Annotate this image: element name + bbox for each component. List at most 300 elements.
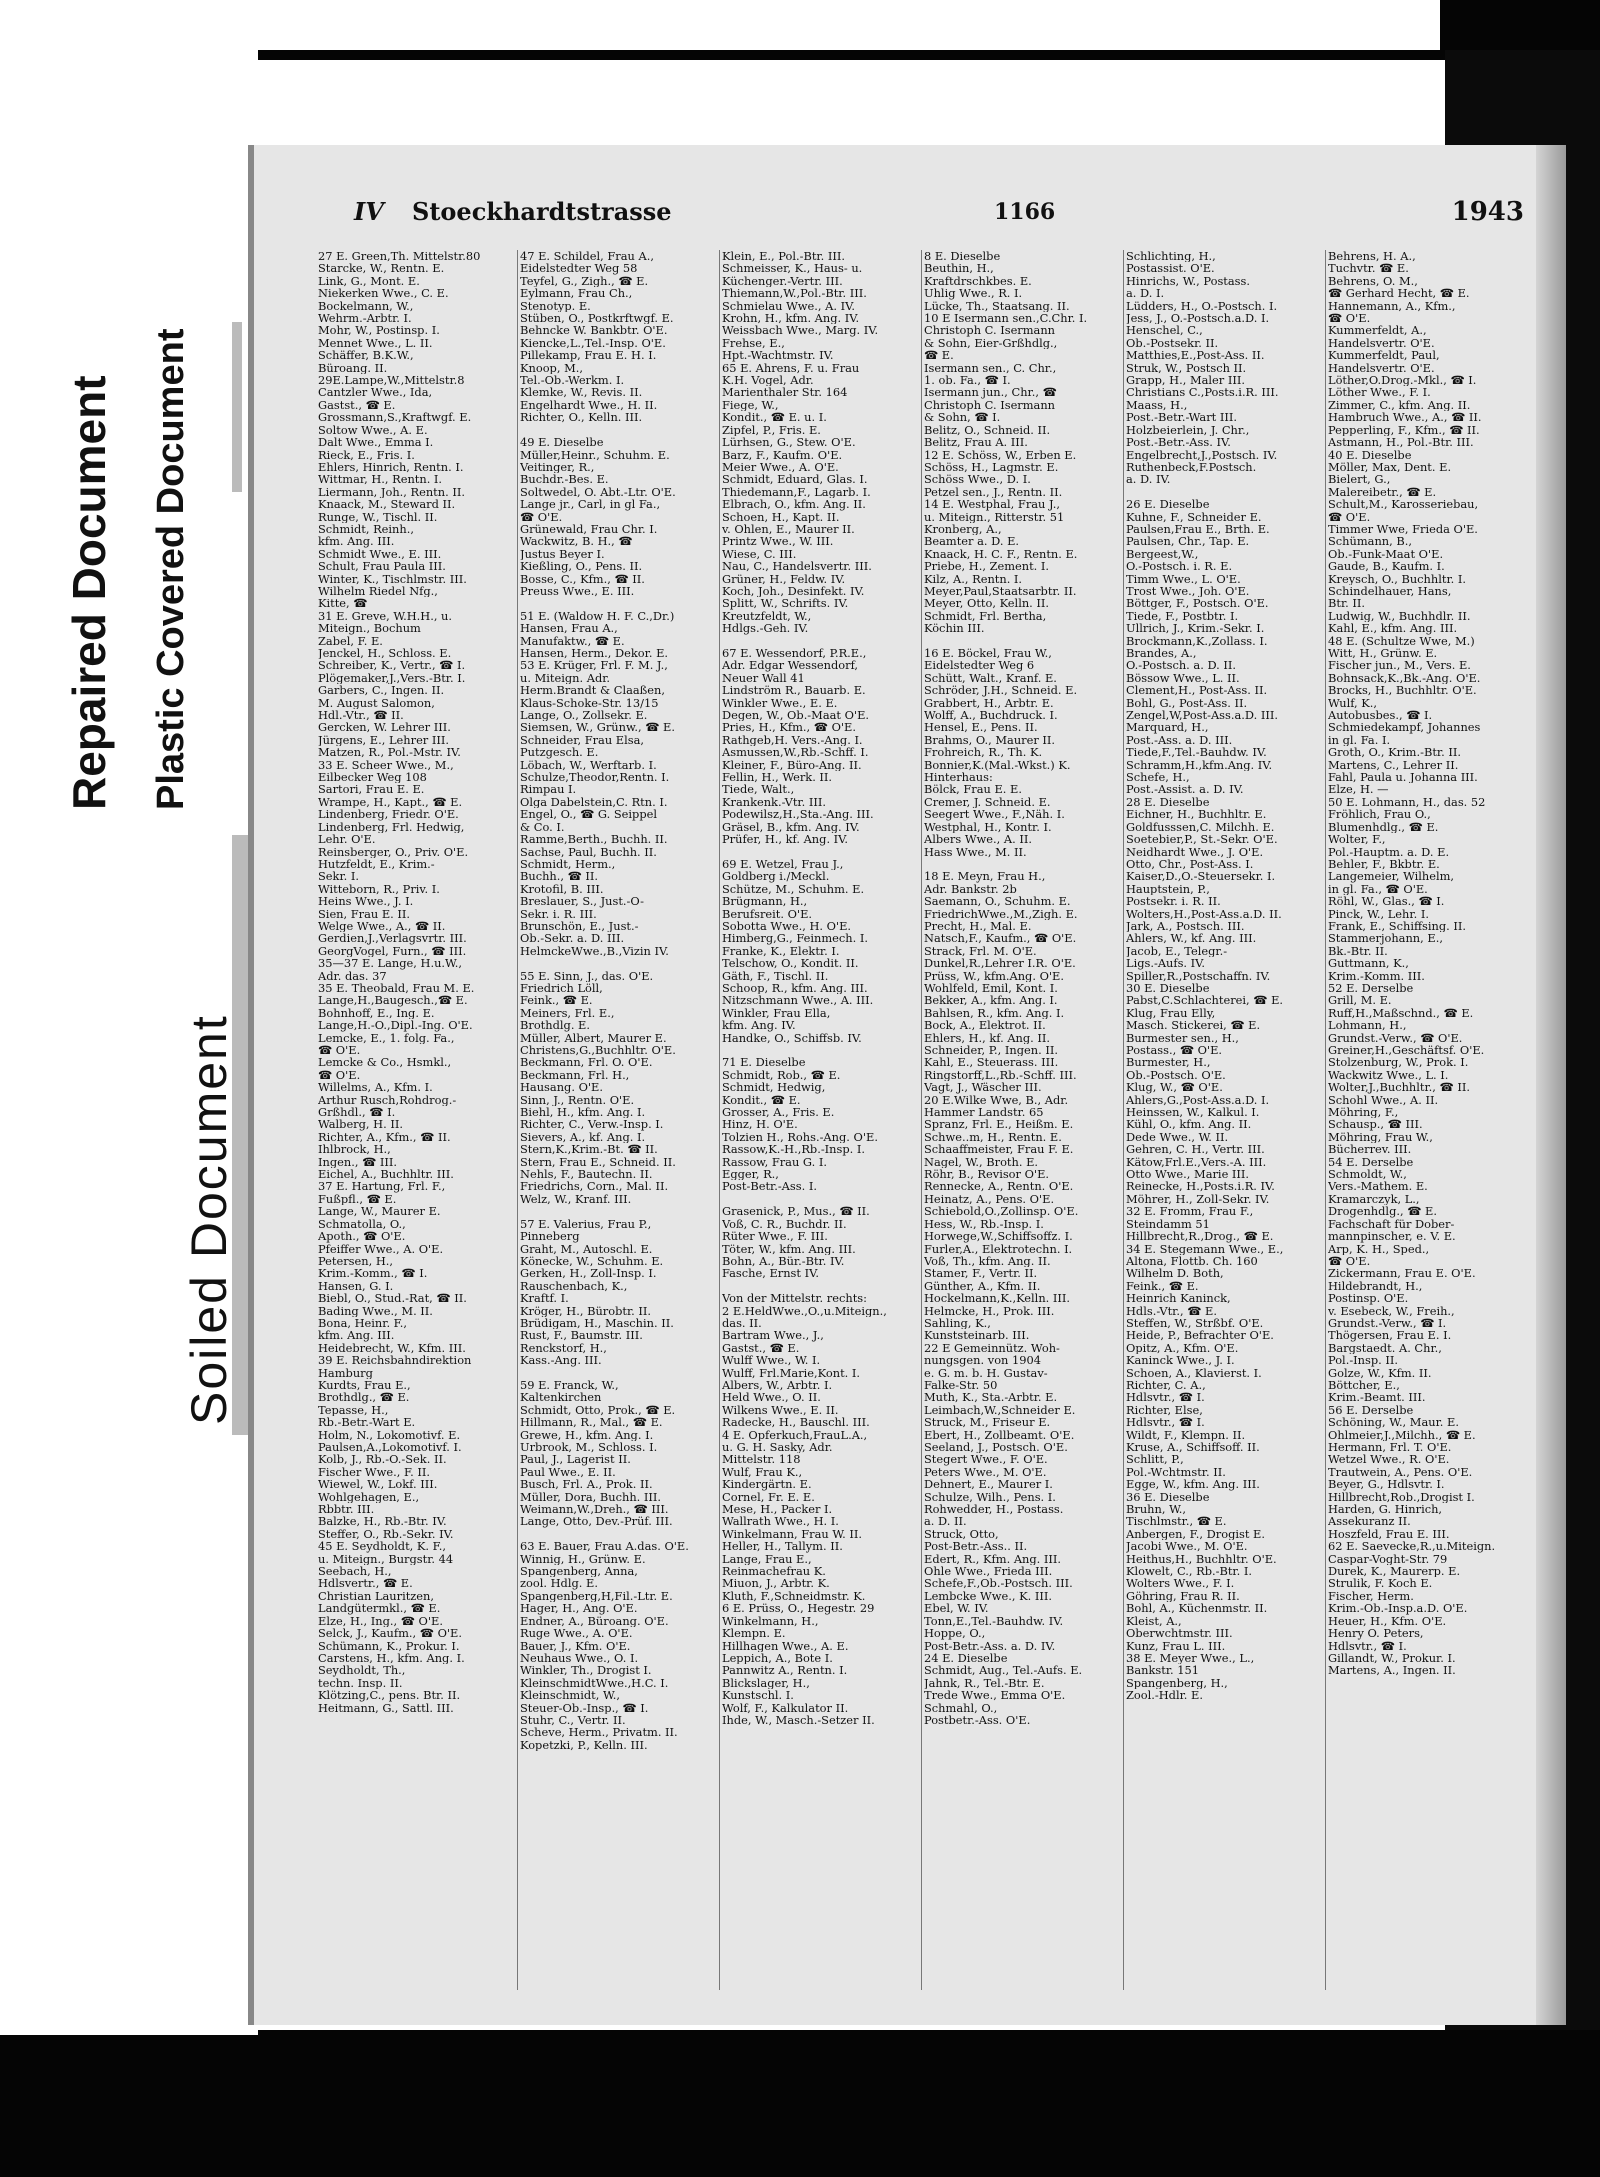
listing-line: 6 E. Prüss, O., Hegestr. 29 — [722, 1602, 875, 1615]
listing-line: Behrens, H. A., — [1328, 250, 1416, 263]
listing-line — [520, 1528, 715, 1540]
listing-line: Ahlers, W., kf. Ang. III. — [1126, 932, 1257, 945]
listing-line: Paul Wwe., E. II. — [520, 1465, 616, 1479]
listing-line: Franke, K., Elektr. I. — [722, 944, 840, 958]
listing-line: Stern,K.,Krim.-Bt. ☎ II. — [520, 1143, 658, 1156]
listing-line: Post-Betr.-Ass. I. — [722, 1180, 817, 1193]
listing-line: Niekerken Wwe., C. E. — [318, 287, 449, 300]
listing-line: Precht, H., Mal. E. — [924, 919, 1032, 933]
listing-line: 71 E. Dieselbe — [722, 1056, 806, 1069]
listing-line: Tiede,F.,Tel.-Bauhdw. IV. — [1126, 746, 1267, 759]
listing-line: Meiners, Frl. E., — [520, 1006, 615, 1020]
listing-line: Krim.-Komm., ☎ I. — [318, 1267, 428, 1280]
listing-line: Lindenberg, Frl. Hedwig, — [318, 820, 465, 834]
listing-line: Ihlbrock, H., — [318, 1143, 391, 1156]
listing-line: Eidelstedter Weg 58 — [520, 262, 638, 275]
listing-line: 16 E. Böckel, Frau W., — [924, 647, 1052, 660]
listing-line: Selck, J., Kaufm., ☎ O'E. — [318, 1627, 462, 1640]
listing-line: Ruthenbeck,F.Postsch. — [1126, 460, 1257, 474]
listing-line: Schütt, Walt., Kranf. E. — [924, 671, 1057, 685]
listing-line: 4 E. Opferkuch,FrauL.A., — [722, 1428, 868, 1441]
listing-line: Krim.-Komm. III. — [1328, 969, 1425, 982]
listing-line: Postinsp. O'E. — [1328, 1292, 1409, 1305]
listing-line: Beckmann, Frl. O. O'E. — [520, 1056, 653, 1069]
listing-line: Heinrich Kaninck, — [1126, 1292, 1231, 1305]
listing-line: Winnig, H., Grünw. E. — [520, 1552, 646, 1566]
listing-line: Ebert, H., Zollbeamt. O'E. — [924, 1428, 1075, 1441]
listing-line: Fachschaft für Dober- — [1328, 1217, 1455, 1231]
listing-line: Pepperling, F., Kfm., ☎ II. — [1328, 423, 1480, 437]
listing-line: Handelsvertr. O'E. — [1328, 361, 1435, 375]
listing-line: Heller, H., Tallym. II. — [722, 1540, 843, 1553]
listing-line: Rassow, Frau G. I. — [722, 1155, 827, 1169]
listing-line: Oberwchtmstr. III. — [1126, 1627, 1233, 1640]
listing-line: Ihde, W., Masch.-Setzer II. — [722, 1713, 875, 1727]
listing-line: Urbrook, M., Schloss. I. — [520, 1441, 658, 1454]
listing-line: Endner, A., Büroang. O'E. — [520, 1614, 669, 1628]
listing-line: Lemcke, E., 1. folg. Fa., — [318, 1031, 455, 1044]
listing-line: Kleiner, F., Büro-Ang. II. — [722, 758, 862, 772]
listing-line: Steffer, O., Rb.-Sekr. IV. — [318, 1527, 454, 1541]
listing-line: Heinatz, A., Pens. O'E. — [924, 1192, 1055, 1206]
listing-line: Hdlsvertr., ☎ E. — [318, 1577, 413, 1590]
listing-line: Paul, J., Lagerist II. — [520, 1453, 631, 1466]
listing-line: Ohlmeier,J.,Milchh., ☎ E. — [1328, 1428, 1476, 1441]
listing-line: Pannwitz A., Rentn. I. — [722, 1664, 848, 1677]
listing-column — [722, 250, 922, 1990]
listing-line: Struck, Otto, — [924, 1527, 999, 1541]
listing-line: Schmidt, Otto, Prok., ☎ E. — [520, 1403, 676, 1417]
listing-line: Möller, Max, Dent. E. — [1328, 460, 1452, 474]
listing-line: Kitte, ☎ — [318, 597, 368, 610]
listing-line: Brahms, O., Maurer II. — [924, 733, 1056, 747]
listing-line: Paulsen, Chr., Tap. E. — [1126, 535, 1250, 548]
listing-line: Röhl, W., Glas., ☎ I. — [1328, 895, 1445, 908]
listing-column — [520, 250, 720, 1990]
listing-line: Gerdien,J.,Verlagsvrtr. III. — [318, 932, 467, 945]
listing-line: Pfeiffer Wwe., A. O'E. — [318, 1242, 444, 1255]
listing-line: Klemke, W., Revis. II. — [520, 386, 643, 399]
directory-page — [248, 145, 1566, 2025]
listing-line: Heinssen, W., Kalkul. I. — [1126, 1106, 1260, 1119]
page-number: 1166 — [994, 199, 1056, 225]
listing-line: Furler,A., Elektrotechn. I. — [924, 1242, 1073, 1255]
listing-line: Winkler, Th., Drogist I. — [520, 1664, 652, 1677]
listing-line: Pol.-Insp. II. — [1328, 1354, 1399, 1367]
listing-line: Wohlfeld, Emil, Kont. I. — [924, 981, 1058, 995]
listing-line: Post-Betr.-Ass. a. D. IV. — [924, 1639, 1056, 1652]
listing-line: Sien, Frau E. II. — [318, 907, 411, 920]
listing-line: Löther Wwe., F. I. — [1328, 386, 1431, 399]
listing-line: Manufaktw., ☎ E. — [520, 634, 625, 647]
listing-line: Brothdlg., ☎ E. — [318, 1391, 410, 1404]
listing-line: Steffen, W., Strßbf. O'E. — [1126, 1316, 1264, 1330]
listing-line: Kahl, E., kfm. Ang. III. — [1328, 622, 1458, 635]
listing-line: Schümann, K., Prokur. I. — [318, 1639, 460, 1652]
listing-line: Arp, K. H., Sped., — [1328, 1242, 1430, 1255]
listing-line: Stuhr, C., Vertr. II. — [520, 1713, 626, 1727]
listing-line: Holm, N., Lokomotivf. E. — [318, 1428, 461, 1441]
listing-line: Gehren, C. H., Vertr. III. — [1126, 1143, 1265, 1156]
listing-line: Graht, M., Autoschl. E. — [520, 1242, 653, 1255]
listing-line: Hauptstein, P., — [1126, 882, 1210, 896]
listing-line: Natsch,F., Kaufm., ☎ O'E. — [924, 932, 1077, 945]
listing-line: Krankenk.-Vtr. III. — [722, 795, 826, 809]
listing-line: Engel, O., ☎ G. Seippel — [520, 808, 657, 821]
listing-line: Bekker, A., kfm. Ang. I. — [924, 994, 1058, 1007]
listing-line: Wallrath Wwe., H. I. — [722, 1515, 839, 1528]
listing-line: Adr. Edgar Wessendorf, — [722, 659, 859, 672]
listing-line: Löbach, W., Werftarb. I. — [520, 758, 657, 772]
listing-line: Klötzing,C., pens. Btr. II. — [318, 1689, 461, 1702]
listing-line: Rust, F., Baumstr. III. — [520, 1329, 643, 1342]
listing-line: Lange jr., Carl, in gl Fa., — [520, 498, 661, 511]
listing-line: Hdlsvtr., ☎ I. — [1126, 1416, 1205, 1429]
listing-line: Buchdr.-Bes. E. — [520, 473, 609, 486]
listing-line: Peters Wwe., M. O'E. — [924, 1465, 1047, 1479]
listing-line: Apoth., ☎ O'E. — [318, 1230, 406, 1243]
listing-line: Spiller,R.,Postschaffn. IV. — [1126, 969, 1271, 982]
listing-line: a. D. IV. — [1126, 473, 1171, 486]
listing-line: Sekr. I. — [318, 870, 360, 883]
listing-line: Uhlig Wwe., R. I. — [924, 287, 1023, 300]
listing-line: Meyer, Otto, Kelln. II. — [924, 597, 1050, 610]
listing-line: Postsekr. i. R. II. — [1126, 895, 1221, 908]
listing-line: Bading Wwe., M. II. — [318, 1304, 433, 1317]
listing-line: Post.-Betr.-Ass. IV. — [1126, 436, 1231, 449]
listing-line: Heidebrecht, W., Kfm. III. — [318, 1341, 466, 1355]
listing-line: Seebach, H., — [318, 1565, 392, 1578]
listing-line: Wolff, A., Buchdruck. I. — [924, 709, 1058, 722]
listing-line: Schult,M., Karosseriebau, — [1328, 498, 1479, 511]
listing-line: Christian Lauritzen, — [318, 1589, 435, 1603]
listing-line: Gräsel, B., kfm. Ang. IV. — [722, 820, 860, 834]
listing-line: Neidhardt Wwe., J. O'E. — [1126, 845, 1264, 858]
listing-line: nungsgen. von 1904 — [924, 1354, 1041, 1367]
listing-line: Kruse, A., Schiffsoff. II. — [1126, 1441, 1260, 1454]
listing-line: Assekuranz II. — [1328, 1515, 1411, 1528]
listing-line: Winkelmann, H., — [722, 1614, 819, 1628]
listing-line: Gillandt, W., Prokur. I. — [1328, 1651, 1456, 1665]
listing-line: Fischer, Herm. — [1328, 1589, 1414, 1603]
listing-line: Rennecke, A., Rentn. O'E. — [924, 1180, 1074, 1193]
listing-line: Heins Wwe., J. I. — [318, 895, 414, 908]
listing-line: Hass Wwe., M. II. — [924, 845, 1027, 858]
listing-line: Lange, O., Zollsekr. E. — [520, 709, 648, 722]
listing-line: Stüben, O., Postkrftwgf. E. — [520, 312, 674, 325]
listing-line: Groth, O., Krim.-Btr. II. — [1328, 746, 1461, 759]
listing-line: Nagel, W., Broth. E. — [924, 1155, 1039, 1169]
listing-line: u. Miteign., Ritterstr. 51 — [924, 510, 1065, 523]
listing-line: Wulf, K., — [1328, 696, 1378, 710]
listing-line: Zool.-Hdlr. E. — [1126, 1689, 1203, 1702]
listing-line: Bk.-Btr. II. — [1328, 944, 1388, 958]
listing-line: Falke-Str. 50 — [924, 1378, 998, 1392]
listing-line: Isermann jun., Chr., ☎ — [924, 386, 1057, 399]
listing-line: Göhring, Frau R. II. — [1126, 1589, 1240, 1603]
listing-line: Bölck, Frau E. E. — [924, 783, 1022, 796]
page-header — [354, 197, 1534, 233]
listing-line: Bankstr. 151 — [1126, 1664, 1199, 1677]
listing-line: das. II. — [722, 1316, 762, 1330]
listing-line: Hansen, Herm., Dekor. E. — [520, 647, 669, 660]
listing-line: Post-Betr.-Ass.. II. — [924, 1540, 1028, 1553]
listing-line: Vers.-Mathem. E. — [1328, 1180, 1428, 1193]
listing-line: Winkler, Frau Ella, — [722, 1006, 831, 1020]
listing-line: Schütze, M., Schuhm. E. — [722, 882, 865, 896]
listing-line: Grßhdl., ☎ I. — [318, 1106, 396, 1119]
listing-line: Bohnhoff, E., Ing. E. — [318, 1006, 435, 1020]
listing-line: Bruhn, W., — [1126, 1503, 1187, 1516]
listing-line: Voß, C. R., Buchdr. II. — [722, 1217, 847, 1231]
listing-line: 45 E. Seydholdt, K. F., — [318, 1540, 447, 1553]
listing-line: Bohnsack,K.,Bk.-Ang. O'E. — [1328, 671, 1481, 685]
listing-line: Pinneberg — [520, 1230, 580, 1243]
listing-line: Möhrer, H., Zoll-Sekr. IV. — [1126, 1192, 1270, 1206]
street-title: Stoeckhardtstrasse — [412, 197, 672, 226]
listing-line: 38 E. Meyer Wwe., L., — [1126, 1651, 1255, 1665]
listing-line: Neuer Wall 41 — [722, 671, 805, 685]
listing-line: Grundst.-Verw., ☎ O'E. — [1328, 1031, 1463, 1044]
listing-line: Guttmann, K., — [1328, 957, 1409, 970]
listing-line: Hammer Landstr. 65 — [924, 1106, 1044, 1119]
listing-line: Kiencke,L.,Tel.-Insp. O'E. — [520, 336, 666, 350]
listing-line: 8 E. Dieselbe — [924, 250, 1001, 263]
listing-line: Hoszfeld, Frau E. III. — [1328, 1527, 1450, 1541]
listing-line: Landgütermkl., ☎ E. — [318, 1602, 441, 1615]
listing-line: Belitz, O., Schneid. II. — [924, 423, 1051, 437]
listing-line: Hensel, E., Pens. II. — [924, 721, 1038, 734]
listing-line: Witteborn, R., Priv. I. — [318, 882, 440, 896]
listing-line: Kaiser,D.,O.-Steuersekr. I. — [1126, 870, 1276, 883]
listing-line: Heuer, H., Kfm. O'E. — [1328, 1614, 1447, 1628]
listing-line: Post.-Betr.-Wart III. — [1126, 411, 1237, 424]
listing-line: Kaltenkirchen — [520, 1391, 602, 1404]
listing-line: 67 E. Wessendorf, P.R.E., — [722, 647, 867, 660]
listing-line: Meier Wwe., A. O'E. — [722, 460, 839, 474]
listing-line: Schoen, A., Klavierst. I. — [1126, 1366, 1262, 1379]
listing-line: Mittelstr. 118 — [722, 1453, 801, 1466]
listing-line: Müller,Heinr., Schuhm. E. — [520, 448, 670, 461]
listing-line: Welge Wwe., A., ☎ II. — [318, 919, 446, 933]
listing-line: Schneider, P., Ingen. II. — [924, 1044, 1058, 1057]
listing-line: O.-Postsch. i. R. E. — [1126, 560, 1233, 573]
listing-line: Christoph C. Isermann — [924, 398, 1056, 412]
listing-line: Bauer, J., Kfm. O'E. — [520, 1639, 631, 1652]
listing-line: Bahlsen, R., kfm. Ang. I. — [924, 1006, 1065, 1020]
listing-column — [924, 250, 1124, 1990]
listing-line: Hpt.-Wachtmstr. IV. — [722, 349, 834, 362]
listing-line: Hillbrecht,R.,Drog., ☎ E. — [1126, 1230, 1274, 1243]
listing-line: Dede Wwe., W. II. — [1126, 1130, 1229, 1144]
listing-line: Schiebold,O.,Zollinsp. O'E. — [924, 1205, 1079, 1218]
listing-line: Klempn. E. — [722, 1627, 786, 1640]
listing-line: Btr. II. — [1328, 597, 1366, 610]
listing-line: Jacob, E., Telegr.- — [1126, 944, 1228, 958]
listing-line: Hillbrecht,Rob.,Drogist I. — [1328, 1490, 1475, 1504]
listing-line: 10 E Isermann sen.,C.Chr. I. — [924, 312, 1088, 325]
listing-line: Tolzien H., Rohs.-Ang. O'E. — [722, 1130, 878, 1144]
listing-line: Jess, J., O.-Postsch.a.D. I. — [1126, 312, 1270, 325]
listing-line: Klug, W., ☎ O'E. — [1126, 1081, 1223, 1094]
scan-border-bottom — [0, 2030, 1600, 2177]
listing-line: Kühl, O., kfm. Ang. II. — [1126, 1118, 1252, 1131]
listing-line: Hinrichs, W., Postass. — [1126, 274, 1250, 288]
listing-line: Bartram Wwe., J., — [722, 1329, 824, 1342]
listing-line: Frehse, E., — [722, 336, 785, 350]
listing-line: Preuss Wwe., E. III. — [520, 584, 635, 598]
volume-number: IV — [354, 197, 384, 226]
listing-line: Hildebrandt, H., — [1328, 1279, 1423, 1293]
listing-line: Heide, P., Befrachter O'E. — [1126, 1329, 1274, 1342]
listing-line: Bössow Wwe., L. II. — [1126, 671, 1240, 685]
listing-line: Hinterhaus: — [924, 771, 993, 784]
listing-line: Lange, Otto, Dev.-Prüf. III. — [520, 1515, 673, 1528]
listing-line: Jürgens, E., Lehrer III. — [318, 733, 449, 747]
listing-line: 48 E. (Schultze Wwe, M.) — [1328, 634, 1475, 647]
listing-line: Leppich, A., Bote I. — [722, 1651, 833, 1665]
listing-line: Marienthaler Str. 164 — [722, 386, 848, 399]
listing-line — [924, 635, 1119, 647]
listing-line: Richter, Else, — [1126, 1403, 1203, 1417]
listing-line: Schramm,H.,kfm.Ang. IV. — [1126, 758, 1273, 772]
listing-line: 65 E. Ahrens, F. u. Frau — [722, 361, 860, 375]
listing-line: Zabel, F. E. — [318, 634, 383, 647]
listing-line: 32 E. Fromm, Frau F., — [1126, 1205, 1254, 1218]
listing-line: Grapp, H., Maler III. — [1126, 374, 1245, 387]
listing-line: Prüfer, H., kf. Ang. IV. — [722, 833, 849, 846]
listing-line: Brockmann,K.,Zollass. I. — [1126, 634, 1268, 647]
listing-line: Ob.-Postsekr. II. — [1126, 336, 1219, 350]
listing-line: 57 E. Valerius, Frau P., — [520, 1217, 652, 1231]
listing-line: Dunkel,R.,Lehrer I.R. O'E. — [924, 957, 1076, 970]
listing-line: Schoop, R., kfm. Ang. III. — [722, 981, 868, 995]
listing-line: Ludwig, W., Buchhdlr. II. — [1328, 609, 1471, 623]
listing-line: Runge, W., Tischl. II. — [318, 510, 438, 523]
listing-line: 55 E. Sinn, J., das. O'E. — [520, 969, 654, 982]
listing-line: 33 E. Scheer Wwe., M., — [318, 758, 454, 772]
listing-line: Hermann, Frl. T. O'E. — [1328, 1441, 1452, 1454]
listing-line: Matthies,E.,Post-Ass. II. — [1126, 349, 1265, 362]
listing-line: Kleist, A., — [1126, 1614, 1182, 1628]
listing-line: Brügmann, H., — [722, 895, 808, 908]
listing-line: Christians C.,Posts.i.R. III. — [1126, 386, 1279, 399]
listing-line: Jacobi Wwe., M. O'E. — [1126, 1540, 1248, 1553]
listing-line: 26 E. Dieselbe — [1126, 498, 1210, 511]
listing-line: Hamburg — [318, 1366, 373, 1379]
listing-line: 52 E. Derselbe — [1328, 981, 1414, 995]
listing-line: Ohle Wwe., Frieda III. — [924, 1565, 1053, 1578]
listing-line: Schlichting, H., — [1126, 250, 1216, 263]
listing-line: mannpinscher, e. V. E. — [1328, 1230, 1456, 1243]
listing-line: Brüdigam, H., Maschin. II. — [520, 1316, 674, 1330]
listing-line: Von der Mittelstr. rechts: — [722, 1292, 867, 1305]
listing-line: FriedrichWwe.,M.,Zigh. E. — [924, 907, 1078, 920]
listing-line: Siemsen, W., Grünw., ☎ E. — [520, 721, 675, 734]
listing-line: Durek, K., Maurerp. E. — [1328, 1565, 1461, 1578]
listing-line: Dalt Wwe., Emma I. — [318, 436, 434, 449]
listing-line: Autobusbes., ☎ I. — [1328, 709, 1433, 722]
listing-line: Schmidt, Aug., Tel.-Aufs. E. — [924, 1664, 1083, 1677]
listing-line: Otto Wwe., Marie III. — [1126, 1168, 1250, 1181]
listing-line: Balzke, H., Rb.-Btr. IV. — [318, 1515, 447, 1528]
listing-line: Röhr, B., Revisor O'E. — [924, 1168, 1050, 1181]
listing-line: Cantzler Wwe., Ida, — [318, 386, 433, 399]
listing-line: 24 E. Dieselbe — [924, 1651, 1008, 1665]
listing-line: Anbergen, F., Drogist E. — [1126, 1527, 1265, 1541]
listing-line: Spangenberg, H., — [1126, 1676, 1228, 1690]
soiled-document-label: Soiled Document — [181, 1014, 237, 1425]
listing-line: Lücke, Th., Staatsang. II. — [924, 299, 1070, 313]
listing-line: ☎ E. — [924, 349, 954, 362]
listing-line: Dehnert, E., Maurer I. — [924, 1478, 1053, 1491]
listing-line: Henschel, C., — [1126, 324, 1203, 337]
listing-line: Spangenberg, Anna, — [520, 1565, 638, 1578]
listing-line — [520, 957, 715, 969]
listing-line: Prüss, W., kfm.Ang. O'E. — [924, 969, 1064, 982]
listing-line: Schöss Wwe., D. I. — [924, 473, 1031, 486]
listing-line: Putzgesch. E. — [520, 746, 599, 759]
listing-line: Petersen, H., — [318, 1254, 393, 1268]
listing-line: Kurdts, Frau E., — [318, 1378, 411, 1392]
listing-line: Adr. Bankstr. 2b — [924, 882, 1017, 896]
listing-line: 31 E. Greve, W.H.H., u. — [318, 609, 453, 623]
listing-line: Klowelt, C., Rb.-Btr. I. — [1126, 1565, 1252, 1578]
listing-line: Schmidt, Reinh., — [318, 522, 414, 536]
listing-columns — [318, 250, 1528, 1990]
listing-line: Rb.-Betr.-Wart E. — [318, 1416, 416, 1429]
listing-line: Grabbert, H., Arbtr. E. — [924, 696, 1054, 710]
listing-line: Schefe,F.,Ob.-Postsch. III. — [924, 1577, 1073, 1590]
listing-line: KleinschmidtWwe.,H.C. I. — [520, 1676, 669, 1690]
listing-line: Nitzschmann Wwe., A. III. — [722, 994, 874, 1007]
listing-line: Lange,H.,Baugesch.,☎ E. — [318, 994, 468, 1007]
listing-line: Lange, Frau E., — [722, 1552, 812, 1566]
listing-line: Saemann, O., Schuhm. E. — [924, 895, 1071, 908]
listing-line: Ebel, W. IV. — [924, 1602, 989, 1615]
listing-line: Feink., ☎ E. — [1126, 1279, 1199, 1293]
listing-line: Witt, H., Grünw. E. — [1328, 647, 1438, 660]
listing-line: Thiemann,W.,Pol.-Btr. III. — [722, 287, 867, 300]
listing-line: Grundst.-Verw., ☎ I. — [1328, 1316, 1447, 1330]
listing-line: Veitinger, R., — [520, 460, 595, 474]
listing-line: Berufsreit. O'E. — [722, 907, 813, 920]
listing-line: Sahling, K., — [924, 1316, 991, 1330]
listing-line: Bockelmann, W., — [318, 299, 414, 313]
listing-line: Schohl Wwe., A. II. — [1328, 1093, 1439, 1107]
listing-line: Pinck, W., Lehr. I. — [1328, 907, 1429, 920]
listing-line: Clement,H., Post-Ass. II. — [1126, 684, 1268, 697]
listing-line: Kunststeinarb. III. — [924, 1329, 1030, 1342]
listing-line: Edert, R., Kfm. Ang. III. — [924, 1552, 1062, 1566]
listing-line — [520, 424, 715, 436]
listing-line: Küchenger.-Vertr. III. — [722, 274, 843, 288]
listing-line: Albers Wwe., A. II. — [924, 833, 1032, 846]
listing-line: Brunschön, E., Just.- — [520, 919, 639, 933]
listing-line: Rbbtr. III. — [318, 1503, 375, 1516]
listing-line: Hager, H., Ang. O'E. — [520, 1602, 638, 1615]
listing-line: v. Esebeck, W., Freih., — [1328, 1304, 1455, 1317]
listing-line: Schlitt, P., — [1126, 1453, 1184, 1466]
listing-line: Marquard, H., — [1126, 721, 1209, 734]
listing-line: Wolters,H.,Post-Ass.a.D. II. — [1126, 907, 1282, 920]
listing-line: Bosse, C., Kfm., ☎ II. — [520, 572, 645, 585]
listing-line: u. Miteign., Burgstr. 44 — [318, 1552, 454, 1566]
listing-line: Sachse, Paul, Buchh. II. — [520, 845, 657, 858]
listing-line: Brandes, A., — [1126, 647, 1197, 660]
listing-line: Grosser, A., Fris. E. — [722, 1106, 835, 1119]
listing-line: a. D. II. — [924, 1515, 967, 1528]
